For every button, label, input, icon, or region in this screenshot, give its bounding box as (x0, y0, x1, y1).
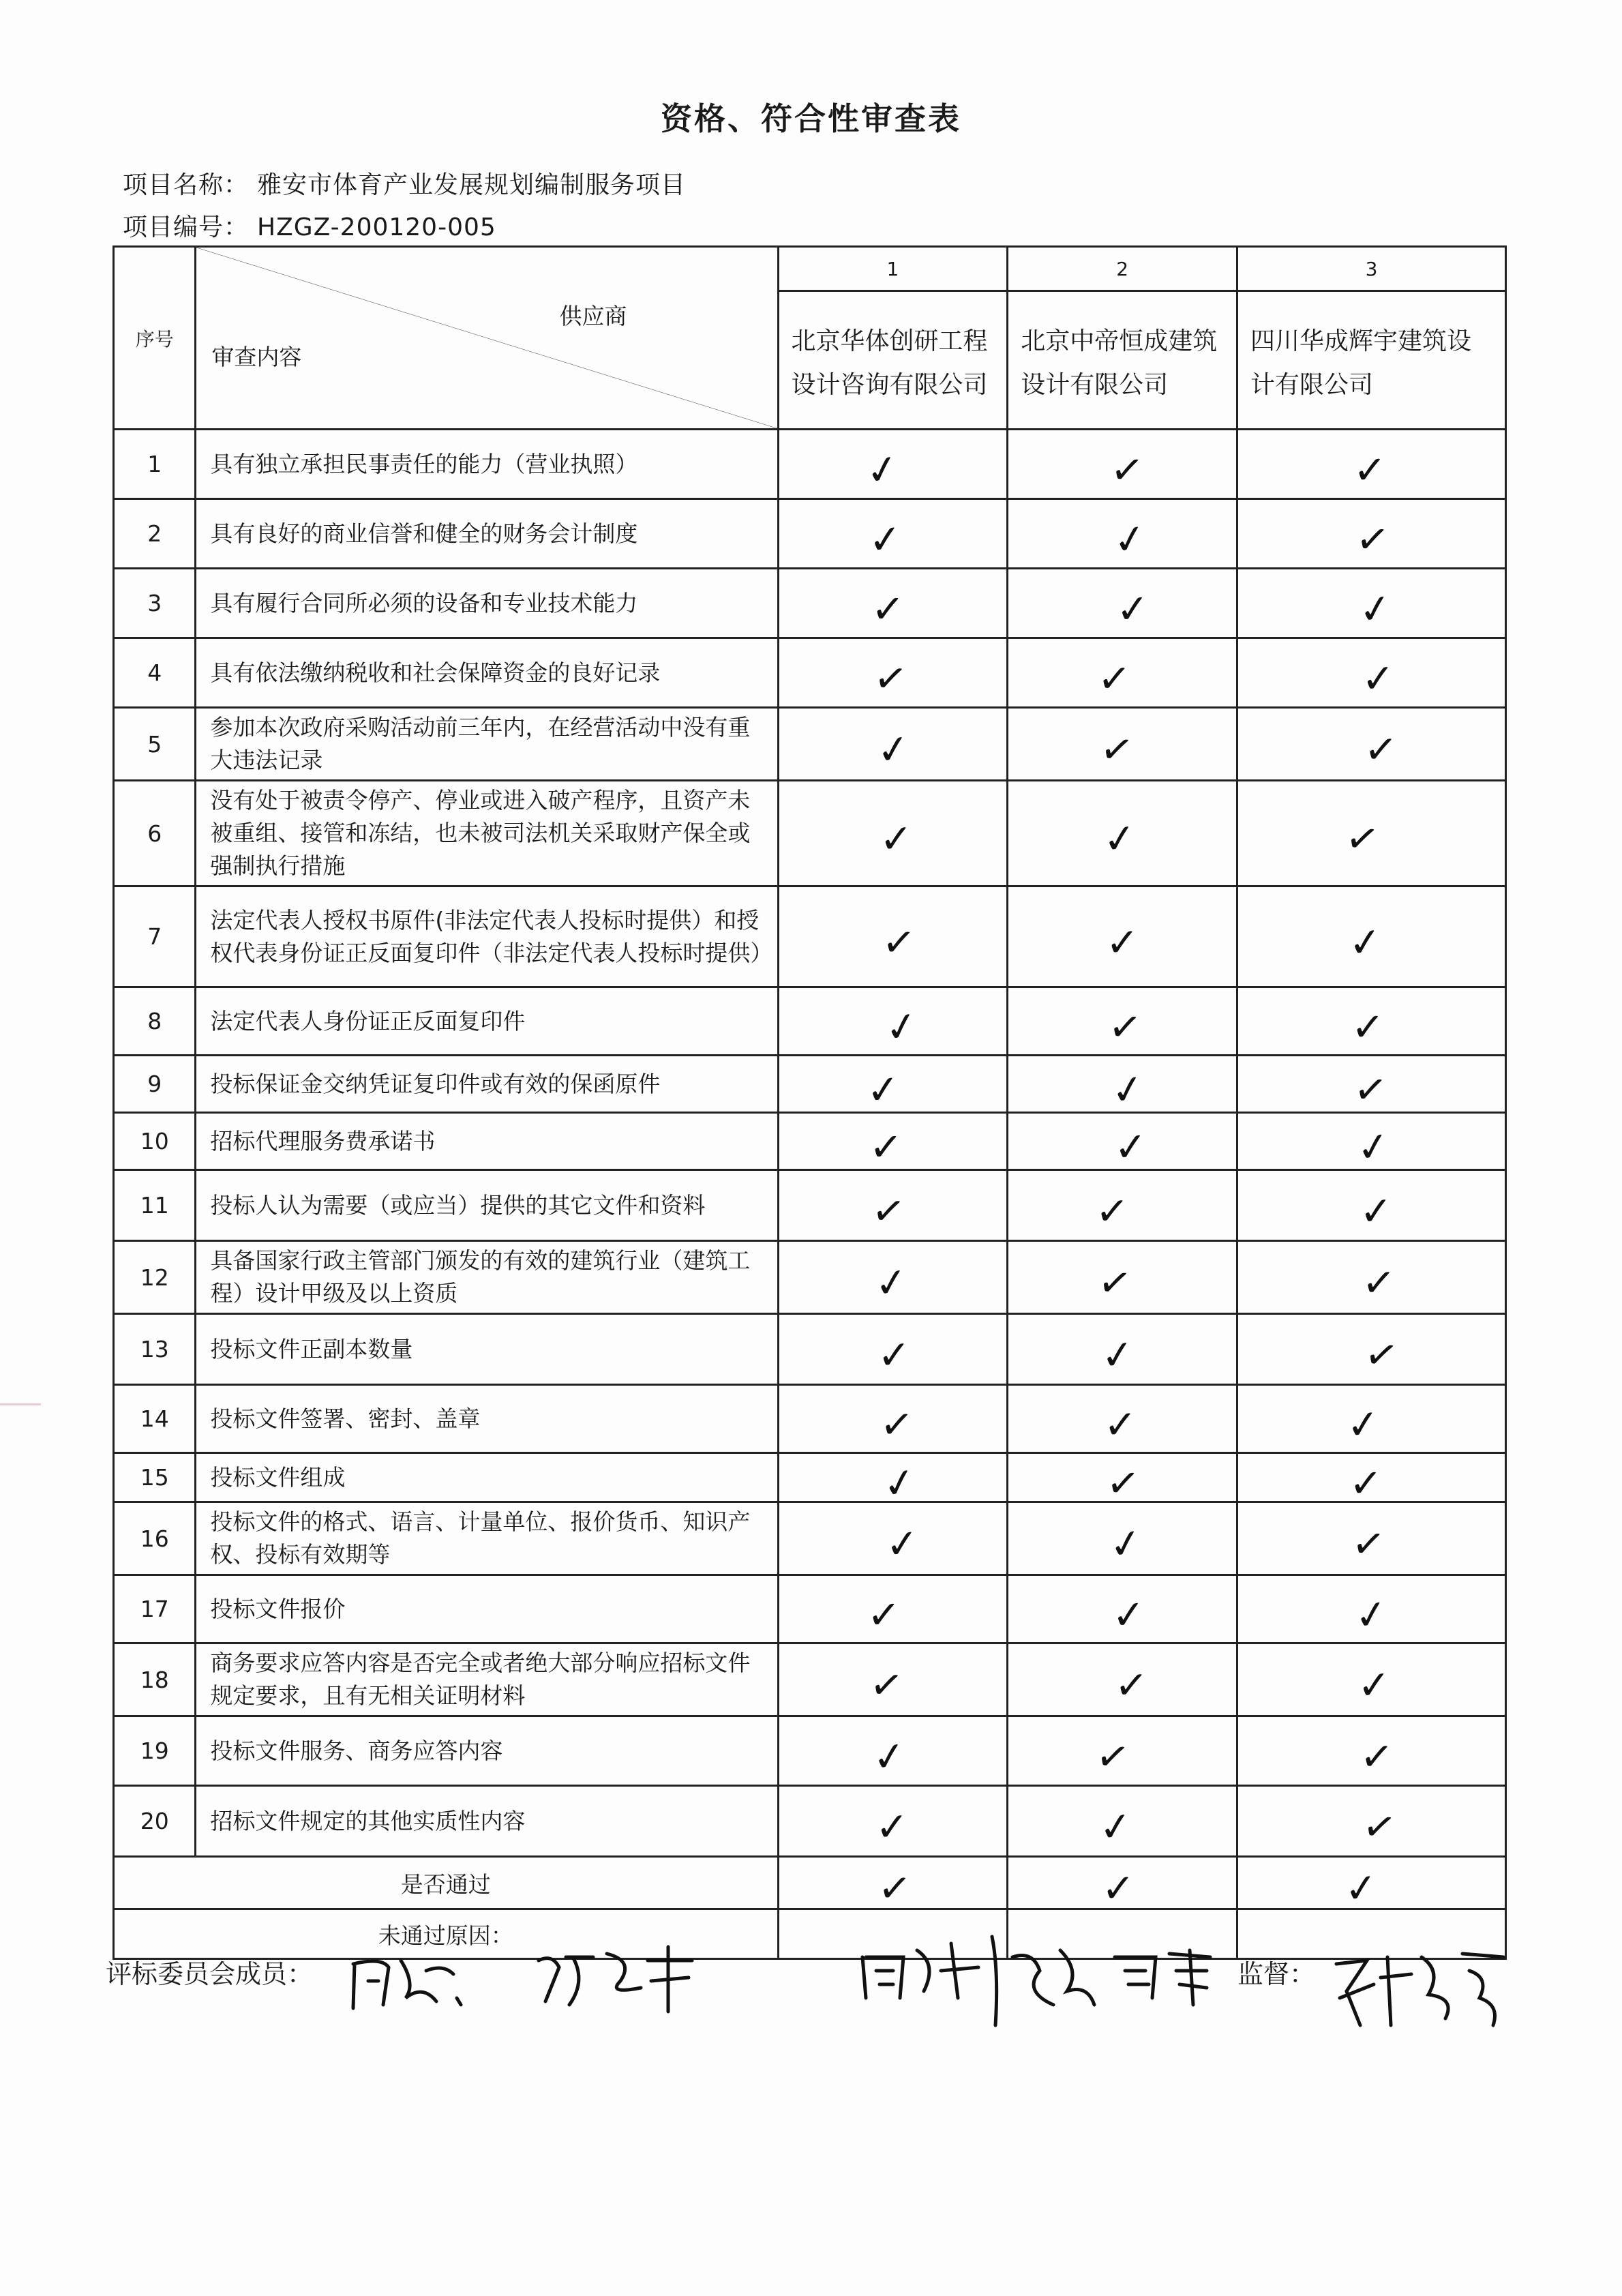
row-seq: 10 (114, 1113, 196, 1170)
row-mark-3 (1237, 1453, 1506, 1506)
row-seq: 4 (114, 638, 196, 708)
check-mark-icon: ✓ (869, 1185, 909, 1236)
row-mark-1 (778, 1575, 1008, 1643)
check-mark-icon: ✓ (1094, 1257, 1135, 1309)
table-row (114, 1385, 1506, 1453)
row-mark-3 (1237, 1170, 1506, 1241)
row-item: 具有独立承担民事责任的能力（营业执照） (196, 430, 778, 499)
check-mark-icon: ✓ (879, 815, 914, 863)
table-row (114, 1314, 1506, 1385)
row-mark-1 (778, 1643, 1008, 1716)
table-row (114, 1453, 1506, 1502)
row-mark-2 (1008, 1113, 1237, 1170)
row-mark-2 (1008, 1170, 1237, 1241)
check-mark-icon: ✓ (876, 1864, 914, 1913)
diagonal-line (196, 248, 777, 428)
row-mark-3 (1237, 430, 1506, 499)
signature-row (106, 1943, 1537, 2053)
row-mark-2 (1008, 886, 1237, 987)
check-mark-icon: ✓ (1359, 1800, 1400, 1853)
check-mark-icon: ✓ (865, 1064, 902, 1114)
check-mark-icon: ✓ (1103, 1401, 1137, 1448)
check-mark-icon: ✓ (868, 1122, 903, 1171)
row-mark-1 (778, 1056, 1008, 1113)
check-mark-icon: ✓ (1355, 583, 1396, 634)
check-mark-icon: ✓ (862, 443, 903, 496)
row-seq: 2 (114, 499, 196, 569)
pass-row (114, 1857, 1506, 1909)
check-mark-icon: ✓ (1361, 1328, 1402, 1381)
supplier-index-3: 3 (1237, 247, 1506, 291)
row-mark-3 (1237, 569, 1506, 638)
review-rows (114, 430, 1506, 1857)
row-mark-3 (1237, 1113, 1506, 1170)
check-mark-icon: ✓ (1107, 1064, 1148, 1115)
row-mark-3 (1237, 1575, 1506, 1643)
row-item: 法定代表人授权书原件(非法定代表人投标时提供）和授权代表身份证正反面复印件（非法定代表人投标时提供） (196, 886, 778, 987)
committee-label: 评标委员会成员： (106, 1959, 314, 1989)
row-mark-2 (1008, 1314, 1237, 1385)
row-mark-1 (778, 1113, 1008, 1170)
project-name-value: 雅安市体育产业发展规划编制服务项目 (257, 171, 687, 199)
row-mark-1 (778, 1453, 1008, 1509)
row-item: 没有处于被责令停产、停业或进入破产程序，且资产未被重组、接管和冻结，也未被司法机关采取财产保全或强制执行措施 (196, 781, 778, 886)
table-row (114, 987, 1506, 1056)
row-seq: 13 (114, 1314, 196, 1385)
check-mark-icon: ✓ (881, 1000, 922, 1053)
row-item: 具有履行合同所必须的设备和专业技术能力 (196, 569, 778, 638)
check-mark-icon: ✓ (880, 917, 918, 967)
diagonal-header-cell (196, 247, 778, 430)
check-mark-icon: ✓ (872, 1257, 911, 1308)
project-code-label: 项目编号： (123, 213, 250, 241)
check-mark-icon: ✓ (1353, 513, 1392, 565)
check-mark-icon: ✓ (879, 1457, 920, 1509)
row-mark-1 (778, 1786, 1008, 1857)
check-mark-icon: ✓ (1359, 1187, 1394, 1235)
table-row (114, 1241, 1506, 1314)
check-mark-icon: ✓ (877, 1331, 912, 1378)
row-mark-2 (1008, 1385, 1237, 1453)
row-mark-3 (1237, 1786, 1506, 1857)
review-table (112, 245, 1507, 1960)
check-mark-icon: ✓ (871, 653, 911, 704)
row-mark-2 (1008, 638, 1237, 708)
table-row (114, 1643, 1506, 1716)
row-mark-3 (1237, 1643, 1506, 1716)
row-mark-3 (1237, 499, 1506, 569)
row-seq: 20 (114, 1786, 196, 1857)
table-row (114, 430, 1506, 499)
row-item: 投标人认为需要（或应当）提供的其它文件和资料 (196, 1170, 778, 1241)
row-seq: 17 (114, 1575, 196, 1643)
row-seq: 1 (114, 430, 196, 499)
row-seq: 18 (114, 1643, 196, 1716)
supplier-name-1: 北京华体创研工程设计咨询有限公司 (778, 291, 1008, 430)
check-mark-icon: ✓ (878, 1399, 916, 1449)
check-mark-icon: ✓ (1351, 1003, 1385, 1050)
row-mark-1 (778, 1716, 1008, 1786)
row-seq: 19 (114, 1716, 196, 1786)
row-item: 具有良好的商业信誉和健全的财务会计制度 (196, 499, 778, 569)
row-item: 投标保证金交纳凭证复印件或有效的保函原件 (196, 1056, 778, 1113)
reason-label: 未通过原因： (114, 1909, 779, 1959)
signature-scribble-icon (341, 1943, 477, 2018)
pass-mark-1 (778, 1857, 1008, 1913)
table-row (114, 1716, 1506, 1786)
check-mark-icon: ✓ (866, 1590, 901, 1639)
check-mark-icon: ✓ (1092, 1731, 1133, 1782)
check-mark-icon: ✓ (1105, 919, 1139, 966)
pass-mark-2 (1008, 1857, 1237, 1909)
table-row (114, 781, 1506, 886)
row-mark-1 (778, 1314, 1008, 1385)
signature-scribble-icon (1326, 1937, 1517, 2039)
check-mark-icon: ✓ (1357, 1661, 1392, 1709)
check-mark-icon: ✓ (1104, 1458, 1142, 1508)
row-mark-3 (1237, 987, 1506, 1056)
row-mark-2 (1008, 499, 1237, 569)
row-item: 投标文件服务、商务应答内容 (196, 1716, 778, 1786)
row-mark-2 (1008, 1716, 1237, 1786)
signature-scribble-icon (532, 1940, 702, 2022)
table-row (114, 1056, 1506, 1113)
content-header: 审查内容 (211, 344, 302, 370)
row-mark-1 (778, 886, 1008, 987)
check-mark-icon: ✓ (1351, 1589, 1392, 1640)
table-row (114, 1786, 1506, 1857)
table-row (114, 708, 1506, 781)
supplier-index-1: 1 (778, 247, 1008, 291)
row-mark-3 (1237, 1241, 1506, 1314)
header-index-row (114, 247, 1506, 291)
check-mark-icon: ✓ (1101, 1865, 1135, 1911)
check-mark-icon: ✓ (1351, 1064, 1390, 1115)
check-mark-icon: ✓ (1353, 446, 1387, 493)
row-seq: 12 (114, 1241, 196, 1314)
check-mark-icon: ✓ (1113, 1122, 1149, 1171)
row-mark-2 (1008, 1502, 1237, 1575)
row-item: 具备国家行政主管部门颁发的有效的建筑行业（建筑工程）设计甲级及以上资质 (196, 1241, 778, 1314)
check-mark-icon: ✓ (1349, 1519, 1388, 1569)
check-mark-icon: ✓ (870, 584, 905, 633)
row-item: 投标文件签署、密封、盖章 (196, 1385, 778, 1453)
check-mark-icon: ✓ (1342, 813, 1383, 865)
check-mark-icon: ✓ (1361, 654, 1396, 702)
table-row (114, 1502, 1506, 1575)
check-mark-icon: ✓ (1115, 584, 1151, 633)
handwritten-signature (532, 1940, 702, 2022)
scan-edge-mark (0, 1403, 41, 1405)
row-mark-2 (1008, 1453, 1237, 1508)
check-mark-icon: ✓ (1100, 814, 1139, 864)
row-mark-2 (1008, 708, 1237, 781)
row-mark-3 (1237, 1314, 1506, 1385)
row-seq: 3 (114, 569, 196, 638)
row-seq: 6 (114, 781, 196, 886)
project-name-label: 项目名称： (123, 171, 250, 199)
check-mark-icon: ✓ (1096, 654, 1132, 702)
supplier-header: 供应商 (559, 303, 627, 329)
signature-scribble-icon (856, 1930, 1224, 2032)
handwritten-signature (856, 1930, 1224, 2032)
supplier-index-2: 2 (1008, 247, 1237, 291)
table-row (114, 638, 1506, 708)
check-mark-icon: ✓ (1098, 1330, 1137, 1380)
check-mark-icon: ✓ (1096, 1802, 1135, 1851)
row-mark-1 (778, 569, 1008, 638)
row-seq: 16 (114, 1502, 196, 1575)
row-mark-2 (1008, 569, 1237, 638)
check-mark-icon: ✓ (1349, 1459, 1383, 1506)
row-mark-2 (1008, 1241, 1237, 1314)
row-item: 招标文件规定的其他实质性内容 (196, 1786, 778, 1857)
table-row (114, 1170, 1506, 1241)
pass-label: 是否通过 (114, 1857, 779, 1909)
row-mark-2 (1008, 1643, 1237, 1716)
row-mark-1 (778, 708, 1008, 781)
row-item: 招标代理服务费承诺书 (196, 1113, 778, 1170)
row-mark-1 (778, 1170, 1008, 1241)
table-row (114, 1113, 1506, 1170)
check-mark-icon: ✓ (1108, 445, 1146, 494)
supplier-name-3: 四川华成辉宇建筑设计有限公司 (1237, 291, 1506, 430)
row-mark-3 (1237, 1716, 1506, 1786)
row-mark-3 (1237, 1502, 1506, 1575)
row-mark-1 (778, 430, 1008, 499)
check-mark-icon: ✓ (1106, 1002, 1144, 1052)
table-row (114, 1575, 1506, 1643)
row-mark-1 (778, 781, 1008, 886)
check-mark-icon: ✓ (875, 1803, 910, 1850)
row-mark-1 (778, 638, 1008, 708)
row-mark-3 (1237, 781, 1506, 886)
check-mark-icon: ✓ (1105, 1518, 1146, 1570)
row-mark-1 (778, 499, 1008, 569)
handwritten-signature (341, 1943, 477, 2018)
row-mark-2 (1008, 781, 1237, 886)
row-seq: 14 (114, 1385, 196, 1453)
check-mark-icon: ✓ (870, 1731, 909, 1782)
check-mark-icon: ✓ (1094, 1187, 1130, 1235)
row-mark-1 (778, 1385, 1008, 1453)
form-title: 资格、符合性审查表 (661, 100, 961, 137)
row-mark-3 (1237, 1385, 1506, 1453)
row-seq: 11 (114, 1170, 196, 1241)
row-mark-1 (778, 987, 1008, 1056)
row-mark-2 (1008, 430, 1237, 499)
row-mark-3 (1237, 1056, 1506, 1113)
project-name-line (123, 166, 686, 200)
check-mark-icon: ✓ (1113, 1660, 1150, 1710)
row-seq: 8 (114, 987, 196, 1056)
row-item: 参加本次政府采购活动前三年内，在经营活动中没有重大违法记录 (196, 708, 778, 781)
row-seq: 15 (114, 1453, 196, 1502)
check-mark-icon: ✓ (1342, 1864, 1380, 1913)
row-item: 投标文件报价 (196, 1575, 778, 1643)
row-mark-1 (778, 1241, 1008, 1314)
row-item: 投标文件的格式、语言、计量单位、报价货币、知识产权、投标有效期等 (196, 1502, 778, 1575)
project-code-line (123, 208, 496, 243)
table-row (114, 499, 1506, 569)
check-mark-icon: ✓ (867, 514, 904, 564)
supplier-name-2: 北京中帝恒成建筑设计有限公司 (1008, 291, 1237, 430)
check-mark-icon: ✓ (1360, 1258, 1398, 1307)
check-mark-icon: ✓ (1345, 1399, 1382, 1449)
seq-header: 序号 (114, 247, 196, 430)
row-mark-2 (1008, 987, 1237, 1056)
supervisor-label: 监督： (1237, 1959, 1316, 1989)
row-mark-3 (1237, 708, 1506, 781)
check-mark-icon: ✓ (874, 724, 913, 775)
row-mark-2 (1008, 1786, 1237, 1857)
table-row (114, 886, 1506, 987)
row-mark-3 (1237, 638, 1506, 708)
row-seq: 9 (114, 1056, 196, 1113)
check-mark-icon: ✓ (1362, 725, 1400, 774)
check-mark-icon: ✓ (1111, 1590, 1147, 1639)
row-item: 投标文件正副本数量 (196, 1314, 778, 1385)
table-row (114, 569, 1506, 638)
row-item: 投标文件组成 (196, 1453, 778, 1502)
row-item: 商务要求应答内容是否完全或者绝大部分响应招标文件规定要求，且有无相关证明材料 (196, 1643, 778, 1716)
check-mark-icon: ✓ (1096, 724, 1137, 775)
check-mark-icon: ✓ (867, 1659, 907, 1711)
check-mark-icon: ✓ (884, 1519, 921, 1568)
row-mark-3 (1237, 886, 1506, 987)
row-seq: 7 (114, 886, 196, 987)
check-mark-icon: ✓ (1347, 917, 1384, 967)
row-seq: 5 (114, 708, 196, 781)
row-mark-1 (778, 1502, 1008, 1575)
row-mark-2 (1008, 1575, 1237, 1643)
row-item: 法定代表人身份证正反面复印件 (196, 987, 778, 1056)
check-mark-icon: ✓ (1109, 513, 1150, 565)
project-code-value: HZGZ-200120-005 (257, 213, 496, 241)
row-mark-2 (1008, 1056, 1237, 1113)
handwritten-signature (1326, 1937, 1517, 2039)
row-item: 具有依法缴纳税收和社会保障资金的良好记录 (196, 638, 778, 708)
pass-mark-3 (1237, 1857, 1506, 1913)
check-mark-icon: ✓ (1353, 1121, 1394, 1172)
check-mark-icon: ✓ (1358, 1731, 1396, 1781)
